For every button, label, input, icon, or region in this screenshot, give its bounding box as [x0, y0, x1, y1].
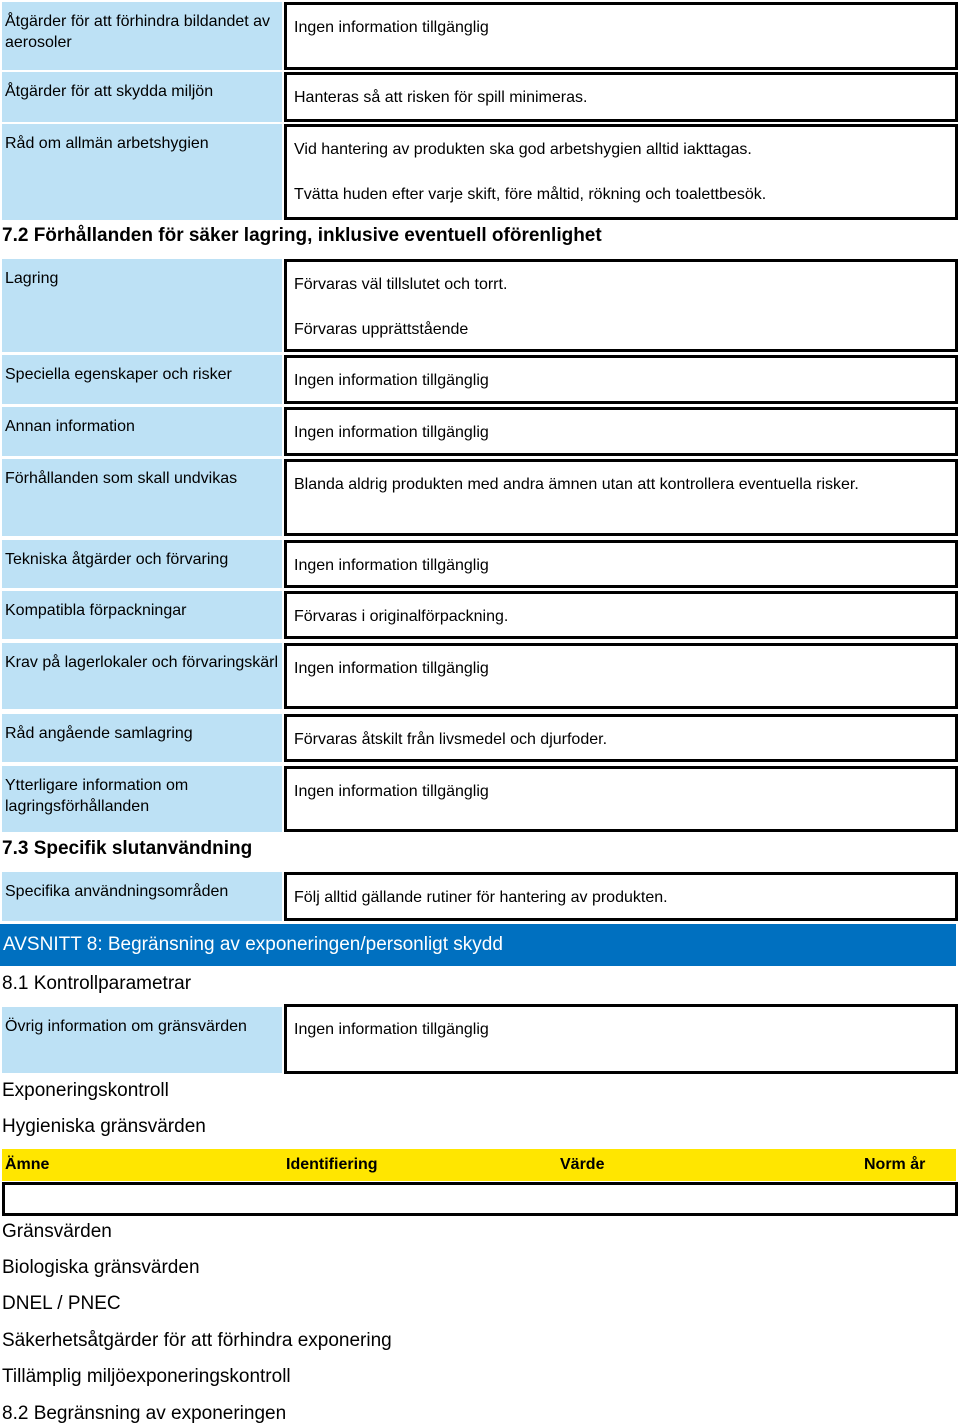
table-header: [2, 1149, 956, 1181]
value-line: Hanteras så att risken för spill minimeras.: [294, 89, 588, 106]
heading-biologiska-gransvarden: Biologiska gränsvärden: [2, 1257, 200, 1278]
label-ytterligare-information: Ytterligare information om lagringsförhållanden: [2, 766, 282, 832]
heading-8-1: 8.1 Kontrollparametrar: [2, 973, 192, 994]
value-ytterligare-information: [284, 766, 958, 832]
value-line: Ingen information tillgänglig: [294, 424, 489, 441]
table-empty-row: [2, 1182, 958, 1216]
label-anvandningsomraden: Specifika användningsområden: [2, 872, 282, 921]
value-line: Blanda aldrig produkten med andra ämnen utan att kontrollera eventuella risker.: [294, 476, 859, 493]
label-skydda-miljon: Åtgärder för att skydda miljön: [2, 72, 282, 122]
label-kompatibla-forpackningar: Kompatibla förpackningar: [2, 591, 282, 639]
value-anvandningsomraden: [284, 872, 958, 921]
heading-gransvarden: Gränsvärden: [2, 1221, 112, 1242]
value-krav-lagerlokaler: [284, 643, 958, 709]
value-line: Förvaras i originalförpackning.: [294, 608, 509, 625]
label-lagring: Lagring: [2, 259, 282, 352]
column-header-norm-ar: Norm år: [864, 1156, 926, 1173]
heading-hygieniska-gransvarden: Hygieniska gränsvärden: [2, 1116, 206, 1137]
value-line: Ingen information tillgänglig: [294, 783, 489, 800]
label-arbetshygien: Råd om allmän arbetshygien: [2, 124, 282, 220]
heading-sakerhetsatgarder: Säkerhetsåtgärder för att förhindra exponering: [2, 1330, 392, 1351]
heading-7-3: 7.3 Specifik slutanvändning: [2, 838, 253, 859]
value-line: Ingen information tillgänglig: [294, 557, 489, 574]
value-arbetshygien: [284, 124, 958, 220]
value-tekniska-atgarder: [284, 540, 958, 588]
value-line: Tvätta huden efter varje skift, före måltid, rökning och toalettbesök.: [294, 186, 767, 203]
value-lagring: [284, 259, 958, 352]
label-speciella-egenskaper: Speciella egenskaper och risker: [2, 355, 282, 404]
value-line: Vid hantering av produkten ska god arbetshygien alltid iakttagas.: [294, 141, 752, 158]
heading-7-2: 7.2 Förhållanden för säker lagring, inklusive eventuell oförenlighet: [2, 225, 602, 246]
value-skydda-miljon: [284, 72, 958, 122]
column-header-varde: Värde: [560, 1156, 605, 1173]
value-line: Följ alltid gällande rutiner för hantering av produkten.: [294, 889, 668, 906]
heading-exponeringskontroll: Exponeringskontroll: [2, 1080, 169, 1101]
value-line: Förvaras åtskilt från livsmedel och djurfoder.: [294, 731, 608, 748]
heading-dnel-pnec: DNEL / PNEC: [2, 1293, 121, 1314]
label-forhallanden-undvikas: Förhållanden som skall undvikas: [2, 459, 282, 536]
label-ovrig-gransvarden: Övrig information om gränsvärden: [2, 1007, 282, 1073]
label-krav-lagerlokaler: Krav på lagerlokaler och förvaringskärl: [2, 643, 282, 709]
column-header-identifiering: Identifiering: [286, 1156, 378, 1173]
value-line: Ingen information tillgänglig: [294, 1021, 489, 1038]
value-line: Ingen information tillgänglig: [294, 372, 489, 389]
value-annan-information: [284, 407, 958, 456]
heading-8-2: 8.2 Begränsning av exponeringen: [2, 1403, 287, 1424]
label-aerosoler: Åtgärder för att förhindra bildandet av aerosoler: [2, 2, 282, 70]
section-8-title: AVSNITT 8: Begränsning av exponeringen/personligt skydd: [0, 924, 956, 966]
value-line: Förvaras väl tillslutet och torrt.: [294, 276, 508, 293]
value-aerosoler: [284, 2, 958, 70]
value-line: Ingen information tillgänglig: [294, 660, 489, 677]
label-samlagring: Råd angående samlagring: [2, 714, 282, 762]
label-annan-information: Annan information: [2, 407, 282, 456]
value-ovrig-gransvarden: [284, 1004, 958, 1074]
value-kompatibla-forpackningar: [284, 591, 958, 639]
value-line: Förvaras upprättstående: [294, 321, 469, 338]
value-speciella-egenskaper: [284, 355, 958, 404]
value-samlagring: [284, 714, 958, 762]
value-forhallanden-undvikas: [284, 459, 958, 536]
label-tekniska-atgarder: Tekniska åtgärder och förvaring: [2, 540, 282, 588]
heading-miljoexponeringskontroll: Tillämplig miljöexponeringskontroll: [2, 1366, 291, 1387]
value-line: Ingen information tillgänglig: [294, 19, 489, 36]
column-header-amne: Ämne: [5, 1156, 50, 1173]
